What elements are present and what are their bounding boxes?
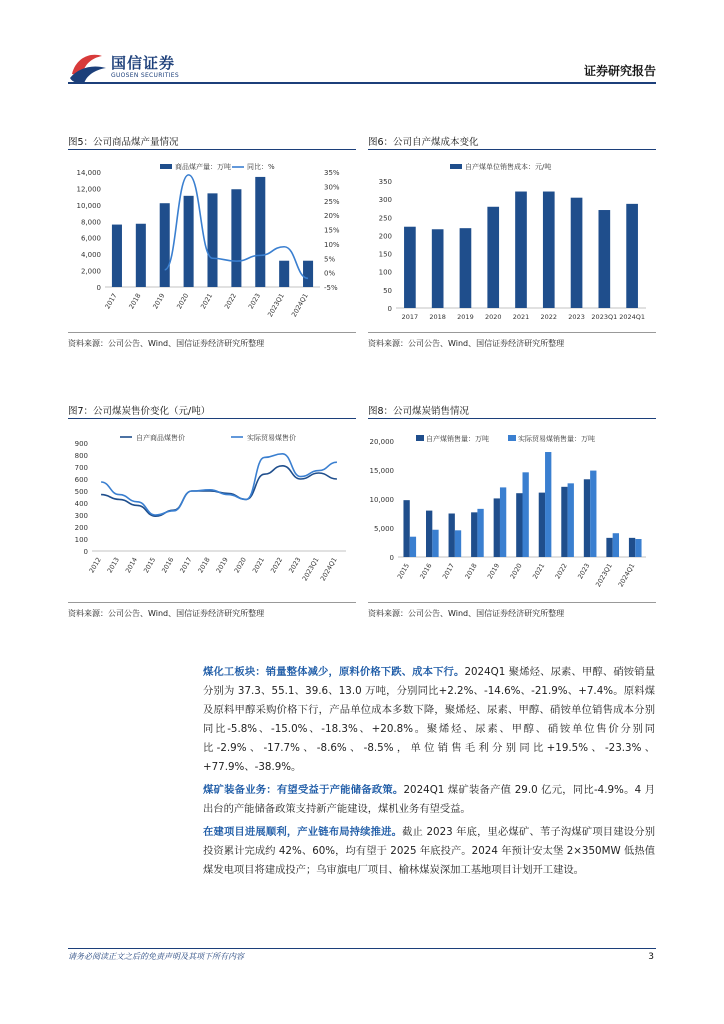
x-tick-label: 2023: [576, 562, 592, 581]
chart-coal-price: [68, 421, 356, 599]
paragraph-heading: 煤矿装备业务：有望受益于产能储备政策。: [203, 784, 404, 796]
y-tick-label: 800: [74, 452, 88, 460]
x-tick-label: 2021: [250, 556, 267, 575]
y-tick-label: 250: [378, 214, 392, 223]
right-y-tick-label: 0%: [324, 269, 336, 278]
legend-label-trade: 实际贸易煤售价: [247, 434, 296, 442]
x-tick-label: 2020: [508, 562, 524, 581]
fig5-source: 资料来源：公司公告、Wind、国信证券经济研究所整理: [68, 339, 265, 348]
x-tick-label: 2024Q1: [619, 313, 646, 321]
bar-own: [539, 493, 545, 557]
x-tick-label: 2024Q1: [616, 562, 637, 589]
y-tick-label: 150: [378, 250, 392, 259]
left-y-tick-label: 2,000: [80, 267, 101, 276]
fig5-title: 图5：公司商品煤产量情况: [68, 137, 179, 148]
bar-own: [516, 493, 522, 557]
x-tick-label: 2015: [395, 562, 412, 581]
legend-label-own: 自产商品煤售价: [136, 434, 185, 442]
right-y-tick-label: 5%: [324, 255, 336, 264]
bar-own: [584, 479, 590, 557]
x-tick-label: 2016: [418, 562, 434, 581]
y-tick-label: 10,000: [369, 496, 394, 504]
y-tick-label: 500: [74, 488, 88, 496]
legend-swatch-output: [160, 164, 172, 169]
bar: [136, 224, 146, 287]
legend-swatch-own: [416, 435, 424, 441]
bar: [160, 203, 170, 287]
bar-trade: [545, 452, 551, 557]
bar-own: [561, 487, 567, 557]
y-tick-label: 700: [74, 464, 88, 472]
x-tick-label: 2021: [531, 562, 547, 581]
bar-trade: [613, 533, 619, 557]
y-tick-label: 900: [74, 440, 88, 448]
fig6-source-rule: [368, 332, 656, 333]
bar: [432, 229, 444, 308]
x-tick-label: 2020: [232, 556, 248, 575]
right-y-tick-label: 10%: [324, 240, 340, 249]
left-y-tick-label: 4,000: [80, 251, 101, 260]
fig7-title: 图7：公司煤炭售价变化（元/吨）: [68, 406, 211, 417]
bar-own: [629, 538, 635, 557]
bar: [571, 198, 583, 308]
bar: [279, 261, 289, 287]
x-tick-label: 2019: [457, 313, 474, 321]
x-tick-label: 2018: [463, 562, 479, 581]
x-tick-label: 2018: [429, 313, 446, 321]
x-tick-label: 2013: [105, 556, 121, 575]
paragraph-text: 截止 2023 年底，里必煤矿、苇子沟煤矿项目建设分别投资累计完成约 42%、60%，均有望于 2025 年底投产。2024 年预计安太堡 2×350MW 低热值煤发电项目将建成投产；乌审旗电厂项目、榆林煤炭深加工基地项目计划开工建设。: [203, 826, 656, 876]
paragraph-text: 2024Q1 聚烯烃、尿素、甲醇、硝铵销量分别为 37.3、55.1、39.6、13.0 万吨，分别同比+2.2%、-14.6%、-21.9%、+7.4%。原料煤及原料甲醇采购价格下行，产品单位成本多数下降，聚烯烃、尿素、甲醇、硝铵单位销售成本分别同比-5.8%、-15.0%、-18.3%、+20.8%。聚烯烃、尿素、甲醇、硝铵单位售价分别同比-2.9%、-17.7%、-8.6%、-8.5%，单位销售毛利分别同比+19.5%、-23.3%、+77.9%、-38.9%。: [203, 666, 655, 773]
fig8-title-rule: [368, 418, 656, 419]
bar-trade: [568, 483, 574, 557]
x-tick-label: 2023Q1: [266, 292, 286, 319]
left-y-tick-label: 6,000: [80, 234, 101, 243]
fig5-title-rule: [68, 149, 356, 150]
paragraph-heading: 煤化工板块：销量整体减少，原料价格下跌、成本下行。: [203, 666, 465, 678]
left-y-tick-label: 12,000: [76, 185, 101, 194]
y-tick-label: 0: [389, 554, 394, 562]
y-tick-label: 200: [74, 524, 88, 532]
footer-disclaimer: 请务必阅读正文之后的免责声明及其项下所有内容: [68, 952, 244, 961]
bar: [460, 228, 472, 308]
x-tick-label: 2020: [484, 313, 502, 321]
bar: [184, 196, 194, 287]
bar-own: [471, 512, 477, 557]
y-tick-label: 15,000: [369, 467, 394, 475]
right-y-tick-label: 25%: [324, 197, 340, 206]
x-tick-label: 2021: [199, 292, 215, 311]
x-tick-label: 2014: [123, 556, 140, 575]
left-y-tick-label: 8,000: [80, 218, 101, 227]
x-tick-label: 2017: [103, 292, 119, 311]
bar-trade: [455, 530, 461, 557]
fig6-title-rule: [368, 149, 656, 150]
fig6-title: 图6：公司自产煤成本变化: [368, 137, 479, 148]
fig8-source: 资料来源：公司公告、Wind、国信证券经济研究所整理: [368, 609, 565, 618]
chart-coal-cost: [368, 152, 656, 328]
bar: [112, 225, 122, 287]
x-tick-label: 2015: [142, 556, 158, 575]
bar-trade: [500, 487, 506, 557]
y-tick-label: 200: [378, 232, 392, 241]
bar: [404, 227, 416, 308]
chart-coal-sales: [368, 421, 656, 599]
legend-swatch-trade: [508, 435, 516, 441]
x-tick-label: 2022: [269, 556, 285, 575]
fig7-source-rule: [68, 602, 356, 603]
x-tick-label: 2017: [440, 562, 457, 581]
fig5-source-rule: [68, 332, 356, 333]
price-line: [101, 466, 337, 516]
x-tick-label: 2018: [196, 556, 212, 575]
x-tick-label: 2023: [246, 292, 263, 311]
x-tick-label: 2022: [540, 313, 558, 321]
y-tick-label: 100: [378, 268, 392, 277]
x-tick-label: 2020: [175, 292, 191, 311]
bar-own: [449, 514, 455, 558]
right-y-tick-label: -5%: [324, 284, 338, 292]
legend-label-trade: 实际贸易煤销售量：万吨: [518, 435, 595, 443]
y-tick-label: 50: [383, 286, 392, 295]
bar: [303, 261, 313, 287]
y-tick-label: 300: [74, 512, 88, 520]
logo-name-en: GUOSEN SECURITIES: [111, 72, 180, 79]
fig8-title: 图8：公司煤炭销售情况: [368, 406, 470, 417]
bar-trade: [523, 472, 529, 557]
bar-own: [494, 498, 500, 557]
x-tick-label: 2023Q1: [300, 556, 321, 583]
logo-mark-icon: [68, 50, 108, 86]
x-tick-label: 2016: [160, 556, 176, 575]
fig6-source: 资料来源：公司公告、Wind、国信证券经济研究所整理: [368, 339, 565, 348]
x-tick-label: 2023Q1: [594, 562, 614, 589]
x-tick-label: 2017: [178, 556, 194, 575]
paragraph-text: 2024Q1 煤矿装备产值 29.0 亿元，同比-4.9%。4 月出台的产能储备政策支持新产能建设，煤机业务有望受益。: [203, 784, 656, 815]
x-tick-label: 2023: [568, 313, 585, 321]
y-tick-label: 0: [83, 548, 88, 556]
bar: [231, 189, 241, 287]
bar: [255, 177, 265, 287]
bar: [626, 204, 638, 308]
x-tick-label: 2024Q1: [289, 292, 310, 319]
legend-label: 自产煤单位销售成本：元/吨: [465, 163, 552, 171]
bar: [599, 210, 611, 308]
bar-trade: [590, 471, 596, 557]
paragraph-equipment: [203, 781, 655, 819]
logo-name-cn: 国信证券: [111, 54, 176, 72]
y-tick-label: 20,000: [369, 438, 394, 446]
y-tick-label: 5,000: [373, 525, 394, 533]
bar-own: [403, 500, 409, 557]
right-y-tick-label: 15%: [324, 226, 340, 235]
page-number: 3: [648, 952, 654, 962]
x-tick-label: 2019: [151, 292, 167, 311]
bar: [515, 192, 527, 308]
fig7-title-rule: [68, 418, 356, 419]
left-y-tick-label: 0: [96, 284, 101, 292]
fig8-source-rule: [368, 602, 656, 603]
y-tick-label: 300: [378, 196, 392, 205]
company-logo: [68, 50, 218, 90]
x-tick-label: 2021: [512, 313, 530, 321]
x-tick-label: 2022: [553, 562, 569, 581]
report-type: 证券研究报告: [583, 64, 656, 78]
y-tick-label: 400: [74, 500, 88, 508]
paragraph-projects: [203, 823, 655, 880]
legend-swatch: [450, 164, 462, 169]
x-tick-label: 2017: [401, 313, 419, 321]
y-tick-label: 0: [387, 305, 392, 313]
body-section: [203, 663, 655, 884]
left-y-tick-label: 10,000: [76, 201, 101, 210]
right-y-tick-label: 20%: [324, 212, 340, 221]
x-tick-label: 2022: [222, 292, 239, 311]
x-tick-label: 2012: [87, 556, 103, 575]
legend-label-own: 自产煤销售量：万吨: [426, 435, 489, 443]
left-y-tick-label: 14,000: [76, 169, 101, 177]
bar-trade: [410, 537, 416, 557]
y-tick-label: 100: [74, 536, 88, 544]
bar-own: [606, 538, 612, 557]
bar: [207, 193, 217, 287]
footer-divider: [68, 948, 656, 949]
fig7-source: 资料来源：公司公告、Wind、国信证券经济研究所整理: [68, 609, 265, 618]
bar: [543, 192, 555, 308]
bar-trade: [635, 539, 641, 557]
x-tick-label: 2023: [287, 556, 303, 575]
paragraph-heading: 在建项目进展顺利，产业链布局持续推进。: [203, 826, 403, 838]
chart-coal-output: [68, 152, 356, 328]
bar-trade: [432, 530, 438, 557]
right-y-tick-label: 30%: [324, 183, 340, 192]
paragraph-coal-chemical: [203, 663, 655, 777]
legend-label-yoy: 同比：%: [247, 163, 275, 171]
bar-trade: [477, 509, 483, 557]
x-tick-label: 2019: [485, 562, 502, 581]
y-tick-label: 600: [74, 476, 88, 484]
bar-own: [426, 511, 432, 557]
legend-label-output: 商品煤产量：万吨: [175, 163, 231, 171]
y-tick-label: 350: [378, 178, 392, 186]
x-tick-label: 2018: [127, 292, 143, 311]
x-tick-label: 2023Q1: [591, 313, 618, 321]
right-y-tick-label: 35%: [324, 169, 340, 177]
header-divider: [68, 82, 656, 84]
x-tick-label: 2024Q1: [318, 556, 339, 583]
x-tick-label: 2019: [214, 556, 230, 575]
bar: [487, 207, 499, 308]
